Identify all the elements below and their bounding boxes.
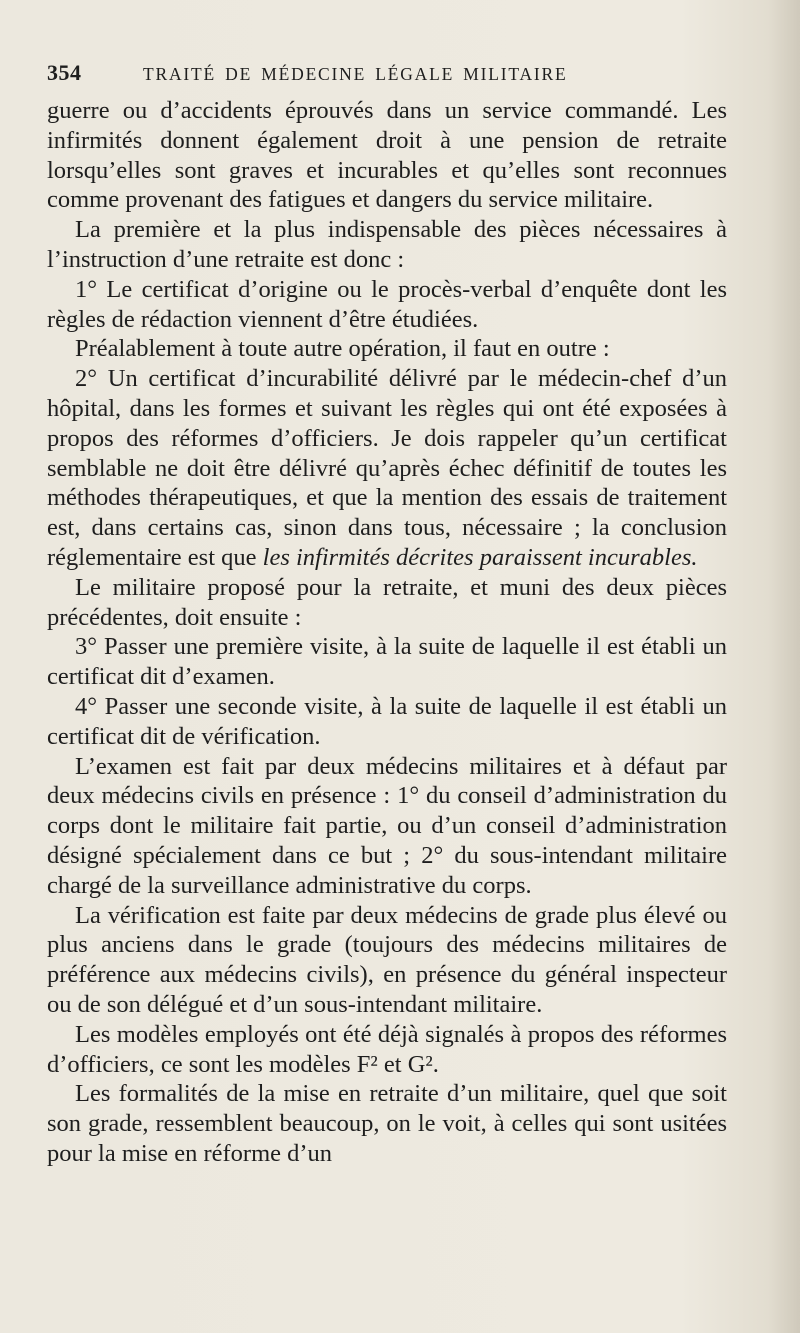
page-content: [47, 58, 727, 1169]
paragraph-11: Les modèles employés ont été déjà signalés à propos des réformes d’officiers, ce sont les modèles F² et G².: [47, 1020, 727, 1078]
paragraph-8: 4° Passer une seconde visite, à la suite de laquelle il est établi un certificat dit de vérification.: [47, 692, 727, 750]
paragraph-5-italic: les infirmités décrites paraissent incurables.: [262, 543, 698, 571]
page-number: 354: [47, 60, 82, 85]
paragraph-5-text: 2° Un certificat d’incurabilité délivré par le médecin-chef d’un hôpital, dans les formes et suivant les règles qui ont été exposées à propos des réformes d’officiers. Je dois rappeler qu’un certificat semblable ne doit être délivré qu’après échec définitif de toutes les méthodes thérapeutiques, et que la mention des essais de traitement est, dans certains cas, sinon dans tous, nécessaire ; la conclusion réglementaire est que: [47, 365, 727, 571]
page-header: [47, 58, 727, 92]
paragraph-7: 3° Passer une première visite, à la suite de laquelle il est établi un certificat dit d’examen.: [47, 633, 727, 691]
running-title: TRAITÉ DE MÉDECINE LÉGALE MILITAIRE: [143, 64, 568, 84]
paragraph-2: La première et la plus indispensable des pièces nécessaires à l’instruction d’une retraite est donc :: [47, 216, 727, 273]
paragraph-12: Les formalités de la mise en retraite d’un militaire, quel que soit son grade, ressemblent beaucoup, on le voit, à celles qui sont usitées pour la mise en réforme d’un: [47, 1080, 727, 1167]
paragraph-10: La vérification est faite par deux médecins de grade plus élevé ou plus anciens dans le grade (toujours des médecins militaires de préférence aux médecins civils), en présence du général inspecteur ou de son délégué et d’un sous-intendant militaire.: [47, 901, 727, 1018]
paragraph-3: 1° Le certificat d’origine ou le procès-verbal d’enquête dont les règles de rédaction viennent d’être étudiées.: [47, 275, 727, 333]
paragraph-5: [47, 364, 727, 573]
paragraph-6: Le militaire proposé pour la retraite, et muni des deux pièces précédentes, doit ensuite :: [47, 573, 727, 631]
paragraph-1: guerre ou d’accidents éprouvés dans un service commandé. Les infirmités donnent également droit à une pension de retraite lorsqu’elles sont graves et incurables et qu’elles sont reconnues comme provenant des fatigues et dangers du service militaire.: [47, 97, 727, 214]
paragraph-9: L’examen est fait par deux médecins militaires et à défaut par deux médecins civils en présence : 1° du conseil d’administration du corps dont le militaire fait partie, ou d’un conseil d’administration désigné spécialement dans ce but ; 2° du sous-intendant militaire chargé de la surveillance administrative du corps.: [47, 752, 727, 899]
paragraph-4: Préalablement à toute autre opération, il faut en outre :: [75, 335, 610, 363]
